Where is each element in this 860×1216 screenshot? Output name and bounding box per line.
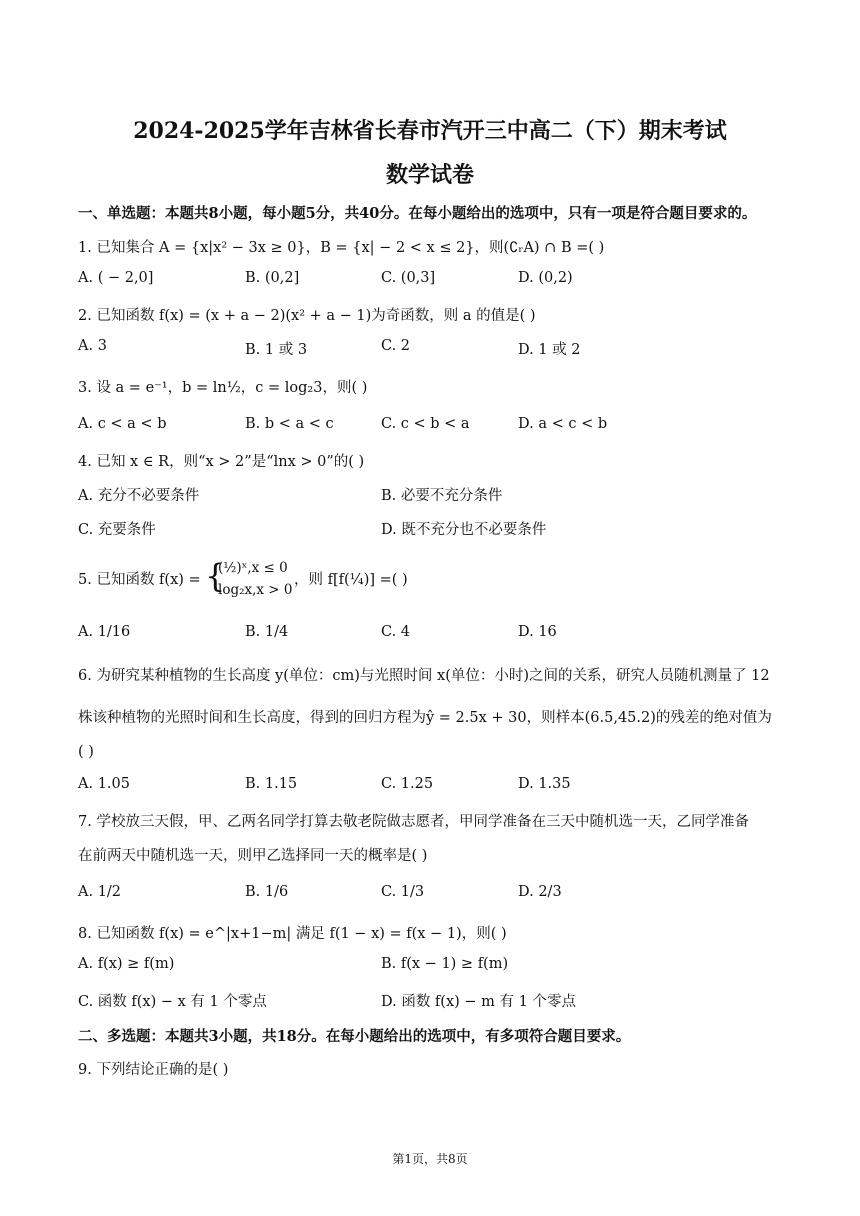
question-8-option-a: A. f(x) ≥ f(m) — [78, 956, 175, 972]
question-7-line-2: 在前两天中随机选一天，则甲乙选择同一天的概率是( ) — [78, 848, 428, 864]
question-4-stem: 4. 已知 x ∈ R，则“x > 2”是“lnx > 0”的( ) — [78, 454, 365, 470]
question-5-option-d: D. 16 — [518, 624, 557, 640]
question-3-option-c: C. c < b < a — [381, 416, 470, 432]
question-7-line-1: 7. 学校放三天假，甲、乙两名同学打算去敬老院做志愿者，甲同学准备在三天中随机选一天，乙同学准备 — [78, 814, 749, 830]
question-1-option-b: B. (0,2] — [245, 270, 300, 286]
question-7-option-c: C. 1/3 — [381, 884, 425, 900]
question-5-case-1: (½)ˣ,x ≤ 0 — [218, 560, 288, 576]
question-8-stem: 8. 已知函数 f(x) = e^|x+1−m| 满足 f(1 − x) = f(x − 1)，则( ) — [78, 926, 507, 942]
question-3-option-d: D. a < c < b — [518, 416, 608, 432]
question-7-option-a: A. 1/2 — [78, 884, 122, 900]
question-4-option-b: B. 必要不充分条件 — [381, 488, 503, 504]
question-5-option-b: B. 1/4 — [245, 624, 289, 640]
question-1-option-a: A. ( − 2,0] — [78, 270, 154, 286]
piecewise-brace: { — [205, 557, 226, 595]
question-6-option-c: C. 1.25 — [381, 776, 434, 792]
question-7-option-d: D. 2/3 — [518, 884, 562, 900]
question-8-option-c: C. 函数 f(x) − x 有 1 个零点 — [78, 994, 267, 1010]
question-3-option-b: B. b < a < c — [245, 416, 334, 432]
question-1-option-d: D. (0,2) — [518, 270, 573, 286]
page-footer: 第1页，共8页 — [392, 1152, 468, 1166]
section-heading-single-choice: 一、单选题：本题共8小题，每小题5分，共40分。在每小题给出的选项中，只有一项是符合题目要求的。 — [78, 205, 757, 222]
question-1-stem: 1. 已知集合 A = {x|x² − 3x ≥ 0}，B = {x| − 2 < x ≤ 2}，则(∁ᵣA) ∩ B =( ) — [78, 240, 605, 256]
question-2-option-a: A. 3 — [78, 338, 107, 354]
question-6-option-d: D. 1.35 — [518, 776, 571, 792]
question-3-stem: 3. 设 a = e⁻¹，b = ln½，c = log₂3，则( ) — [78, 380, 368, 396]
question-5-stem-prefix: 5. 已知函数 f(x) = — [78, 572, 201, 588]
question-9-stem: 9. 下列结论正确的是( ) — [78, 1062, 229, 1078]
question-4-option-c: C. 充要条件 — [78, 522, 156, 538]
question-5-option-c: C. 4 — [381, 624, 411, 640]
question-6-line-1: 6. 为研究某种植物的生长高度 y(单位：cm)与光照时间 x(单位：小时)之间的关系，研究人员随机测量了 12 — [78, 668, 770, 684]
question-3-option-a: A. c < a < b — [78, 416, 167, 432]
page-subtitle: 数学试卷 — [385, 162, 474, 188]
question-8-option-b: B. f(x − 1) ≥ f(m) — [381, 956, 509, 972]
section-heading-multi-choice: 二、多选题：本题共3小题，共18分。在每小题给出的选项中，有多项符合题目要求。 — [78, 1028, 631, 1045]
question-4-option-d: D. 既不充分也不必要条件 — [381, 522, 547, 538]
question-5-stem-suffix: ，则 f[f(¼)] =( ) — [294, 572, 408, 588]
question-5-case-2: log₂x,x > 0 — [218, 582, 293, 598]
question-2-option-b: B. 1 或 3 — [245, 342, 308, 358]
page-title: 2024-2025学年吉林省长春市汽开三中高二（下）期末考试 — [133, 118, 727, 144]
question-6-line-3: ( ) — [78, 744, 94, 760]
question-4-option-a: A. 充分不必要条件 — [78, 488, 200, 504]
question-2-option-c: C. 2 — [381, 338, 411, 354]
question-2-stem: 2. 已知函数 f(x) = (x + a − 2)(x² + a − 1)为奇函数，则 a 的值是( ) — [78, 308, 536, 324]
question-5-option-a: A. 1/16 — [78, 624, 131, 640]
question-6-option-a: A. 1.05 — [78, 776, 130, 792]
question-8-option-d: D. 函数 f(x) − m 有 1 个零点 — [381, 994, 576, 1010]
question-2-option-d: D. 1 或 2 — [518, 342, 581, 358]
question-7-option-b: B. 1/6 — [245, 884, 289, 900]
question-6-line-2: 株该种植物的光照时间和生长高度，得到的回归方程为ŷ = 2.5x + 30，则样本(6.5,45.2)的残差的绝对值为 — [78, 710, 772, 726]
question-1-option-c: C. (0,3] — [381, 270, 436, 286]
question-6-option-b: B. 1.15 — [245, 776, 298, 792]
